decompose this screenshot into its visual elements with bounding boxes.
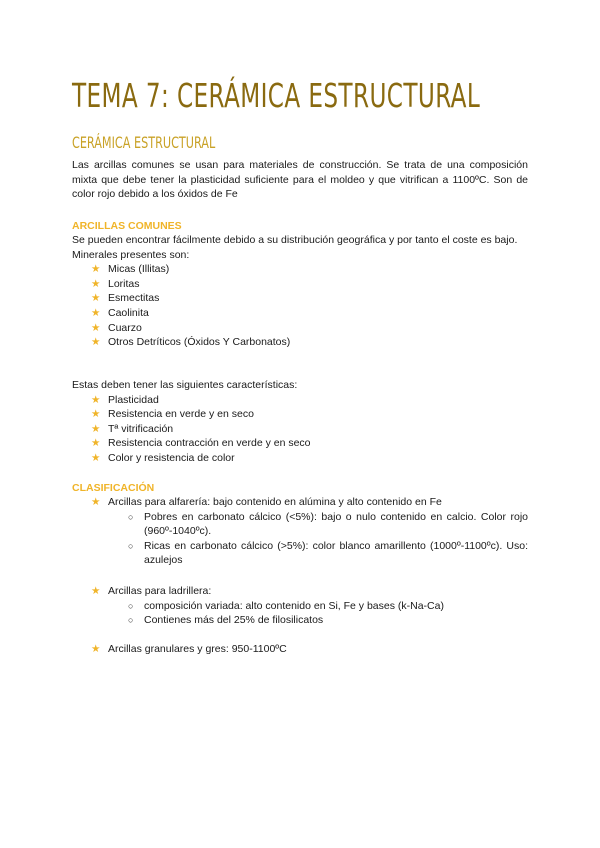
list-item: ★ Cuarzo — [91, 321, 142, 334]
star-icon: ★ — [91, 393, 101, 406]
circle-icon: ○ — [128, 540, 134, 551]
ladrillera-section — [72, 584, 528, 628]
list-item: ★ Caolinita — [91, 306, 149, 319]
list-item: ○ Contienes más del 25% de filosilicatos — [128, 614, 324, 627]
features-list — [72, 393, 528, 466]
star-icon: ★ — [91, 306, 101, 319]
list-item: ★ Tª vitrificación — [91, 422, 174, 435]
star-icon: ★ — [91, 643, 101, 655]
clasificacion-section — [72, 481, 528, 568]
star-icon: ★ — [91, 336, 101, 349]
circle-icon: ○ — [128, 511, 134, 522]
list-item: ★ Esmectitas — [91, 292, 160, 305]
star-icon: ★ — [91, 263, 101, 276]
star-icon: ★ — [91, 585, 101, 597]
minerals-list — [72, 262, 528, 350]
list-item: ○ composición variada: alto contenido en Si, Fe y bases (k-Na-Ca) — [128, 599, 444, 612]
star-icon: ★ — [91, 437, 101, 450]
list-item: ○ Ricas en carbonato cálcico (>5%): color blanco amarillento (1000º-1100ºc). Uso: azulejos — [128, 539, 528, 567]
list-item: ★ Resistencia en verde y en seco — [91, 408, 254, 421]
minerals-label: Minerales presentes son: — [72, 248, 190, 261]
page-title: TEMA 7: CERÁMICA ESTRUCTURAL — [72, 76, 481, 115]
arcillas-heading: ARCILLAS COMUNES — [72, 220, 182, 232]
star-icon: ★ — [91, 496, 101, 508]
intro-paragraph: Las arcillas comunes se usan para materiales de construcción. Se trata de una composición mixta que debe tener la plasticidad suficiente para el moldeo y que vitrifican a 1100ºC. Son de color rojo debido a los óxidos de Fe — [72, 159, 528, 201]
features-section — [72, 378, 528, 466]
arcillas-section — [72, 219, 528, 350]
list-item: ★ Resistencia contracción en verde y en seco — [91, 437, 311, 450]
list-item: ★ Color y resistencia de color — [91, 451, 235, 464]
section-title: CERÁMICA ESTRUCTURAL — [72, 133, 216, 152]
circle-icon: ○ — [128, 615, 134, 626]
clasificacion-heading: CLASIFICACIÓN — [72, 482, 155, 494]
star-icon: ★ — [91, 321, 101, 334]
list-item: ★ Micas (Illitas) — [91, 263, 170, 276]
list-item: ★ Otros Detríticos (Óxidos Y Carbonatos) — [91, 336, 291, 349]
star-icon: ★ — [91, 408, 101, 421]
star-icon: ★ — [91, 292, 101, 305]
star-icon: ★ — [91, 451, 101, 464]
list-item: ★ Arcillas granulares y gres: 950-1100ºC — [91, 643, 287, 655]
star-icon: ★ — [91, 277, 101, 290]
list-item: ★ Arcillas para ladrillera: — [91, 585, 212, 597]
arcillas-paragraph: Se pueden encontrar fácilmente debido a su distribución geográfica y por tanto el coste es bajo. — [72, 234, 518, 246]
alfareria-sublist — [72, 510, 528, 568]
list-item: ★ Loritas — [91, 277, 140, 290]
features-label: Estas deben tener las siguientes características: — [72, 379, 298, 391]
granulares-section — [72, 642, 528, 657]
list-item: ★ Plasticidad — [91, 393, 159, 406]
circle-icon: ○ — [128, 600, 134, 611]
list-item: ★ Arcillas para alfarería: bajo contenido en alúmina y alto contenido en Fe — [91, 496, 442, 508]
star-icon: ★ — [91, 422, 101, 435]
ladrillera-sublist — [72, 599, 528, 628]
list-item: ○ Pobres en carbonato cálcico (<5%): bajo o nulo contenido en calcio. Color rojo (960º-1040ºc). — [128, 510, 528, 538]
